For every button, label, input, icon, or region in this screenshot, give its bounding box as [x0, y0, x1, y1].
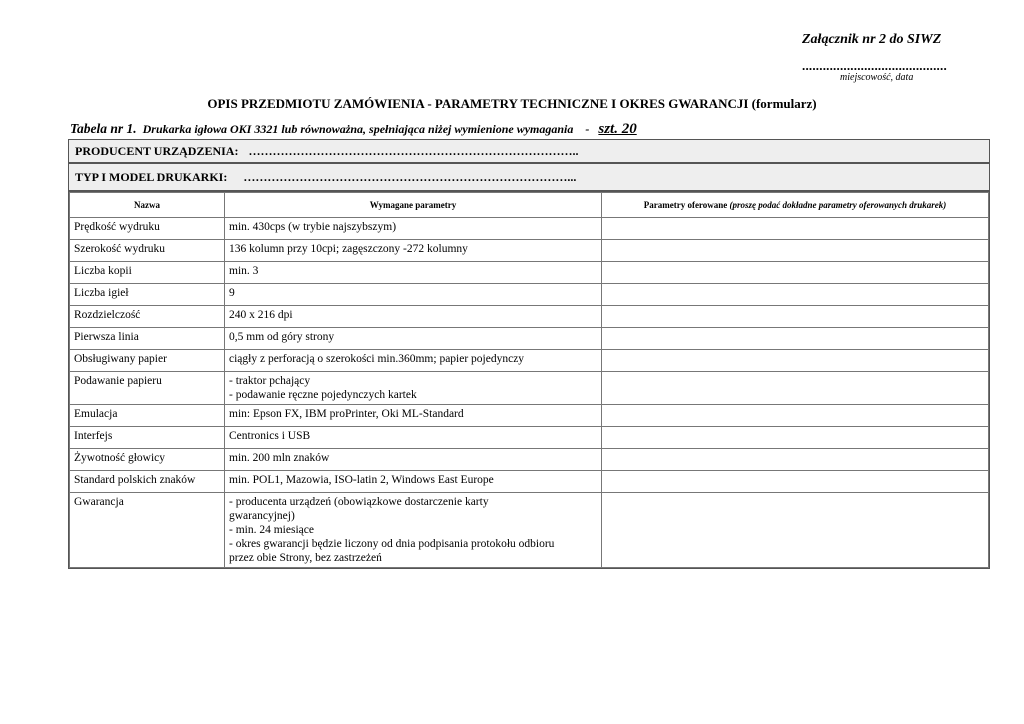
spec-table — [69, 192, 989, 568]
table-number: Tabela nr 1. — [70, 121, 137, 136]
param-offered-field[interactable] — [602, 427, 989, 449]
param-offered-field[interactable] — [602, 350, 989, 372]
quantity: szt. 20 — [598, 121, 637, 137]
param-required: min. 200 mln znaków — [225, 449, 602, 471]
param-name: Żywotność głowicy — [70, 449, 225, 471]
param-name: Interfejs — [70, 427, 225, 449]
param-name: Pierwsza linia — [70, 328, 225, 350]
param-offered-field[interactable] — [602, 372, 989, 405]
param-required: ciągły z perforacją o szerokości min.360mm; papier pojedynczy — [225, 350, 602, 372]
model-label: TYP I MODEL DRUKARKI: — [75, 169, 228, 184]
param-required: min. 430cps (w trybie najszybszym) — [225, 218, 602, 240]
param-offered-field[interactable] — [602, 449, 989, 471]
table-row — [70, 372, 989, 405]
model-field[interactable]: ………………………………………………………………………... — [243, 169, 577, 184]
table-description: Drukarka igłowa OKI 3321 lub równoważna, spełniająca niżej wymienione wymagania — [142, 122, 574, 136]
table-row — [70, 493, 989, 568]
param-required: 9 — [225, 284, 602, 306]
col-name-header: Nazwa — [70, 193, 225, 218]
table-row — [70, 262, 989, 284]
table-row — [70, 284, 989, 306]
param-name: Gwarancja — [70, 493, 225, 568]
param-required: 136 kolumn przy 10cpi; zagęszczony -272 kolumny — [225, 240, 602, 262]
param-name: Liczba kopii — [70, 262, 225, 284]
table-row — [70, 471, 989, 493]
spec-form — [68, 139, 990, 569]
param-offered-field[interactable] — [602, 240, 989, 262]
table-header-row — [70, 193, 989, 218]
param-name: Prędkość wydruku — [70, 218, 225, 240]
table-row — [70, 449, 989, 471]
param-required: Centronics i USB — [225, 427, 602, 449]
manufacturer-label: PRODUCENT URZĄDZENIA: — [75, 143, 239, 158]
param-name: Obsługiwany papier — [70, 350, 225, 372]
param-required: - traktor pchający - podawanie ręczne pojedynczych kartek — [225, 372, 602, 405]
caption-dash: - — [585, 122, 590, 136]
col-offered-note: (proszę podać dokładne parametry oferowanych drukarek) — [729, 200, 947, 210]
table-row — [70, 405, 989, 427]
param-required: 0,5 mm od góry strony — [225, 328, 602, 350]
param-required: min: Epson FX, IBM proPrinter, Oki ML-Standard — [225, 405, 602, 427]
param-offered-field[interactable] — [602, 306, 989, 328]
manufacturer-row — [69, 140, 989, 164]
place-date-caption: miejscowość, data — [840, 72, 914, 83]
param-required: - producenta urządzeń (obowiązkowe dostarczenie karty gwarancyjnej) - min. 24 miesiące - okres gwarancji będzie liczony od dnia podpisania protokołu odbioru przez obie Strony, bez zastrzeżeń — [225, 493, 602, 568]
table-row — [70, 350, 989, 372]
param-offered-field[interactable] — [602, 471, 989, 493]
param-name: Standard polskich znaków — [70, 471, 225, 493]
table-caption — [70, 121, 637, 138]
table-row — [70, 328, 989, 350]
param-name: Podawanie papieru — [70, 372, 225, 405]
manufacturer-field[interactable]: ……………………………………………………………………….. — [248, 143, 579, 158]
table-row — [70, 427, 989, 449]
param-offered-field[interactable] — [602, 405, 989, 427]
param-offered-field[interactable] — [602, 284, 989, 306]
attachment-label: Załącznik nr 2 do SIWZ — [802, 32, 942, 47]
table-body — [70, 218, 989, 568]
model-row — [69, 164, 989, 192]
param-name: Liczba igieł — [70, 284, 225, 306]
param-name: Rozdzielczość — [70, 306, 225, 328]
col-offered-label: Parametry oferowane — [643, 200, 728, 210]
param-offered-field[interactable] — [602, 262, 989, 284]
table-row — [70, 240, 989, 262]
param-name: Szerokość wydruku — [70, 240, 225, 262]
col-required-header: Wymagane parametry — [225, 193, 602, 218]
param-offered-field[interactable] — [602, 493, 989, 568]
param-name: Emulacja — [70, 405, 225, 427]
table-row — [70, 218, 989, 240]
place-date-dots: .......................................... — [802, 58, 947, 73]
param-required: min. 3 — [225, 262, 602, 284]
param-required: 240 x 216 dpi — [225, 306, 602, 328]
col-offered-header — [602, 193, 989, 218]
param-offered-field[interactable] — [602, 328, 989, 350]
param-offered-field[interactable] — [602, 218, 989, 240]
param-required: min. POL1, Mazowia, ISO-latin 2, Windows East Europe — [225, 471, 602, 493]
document-title: OPIS PRZEDMIOTU ZAMÓWIENIA - PARAMETRY TECHNICZNE I OKRES GWARANCJI (formularz) — [207, 96, 817, 111]
table-row — [70, 306, 989, 328]
